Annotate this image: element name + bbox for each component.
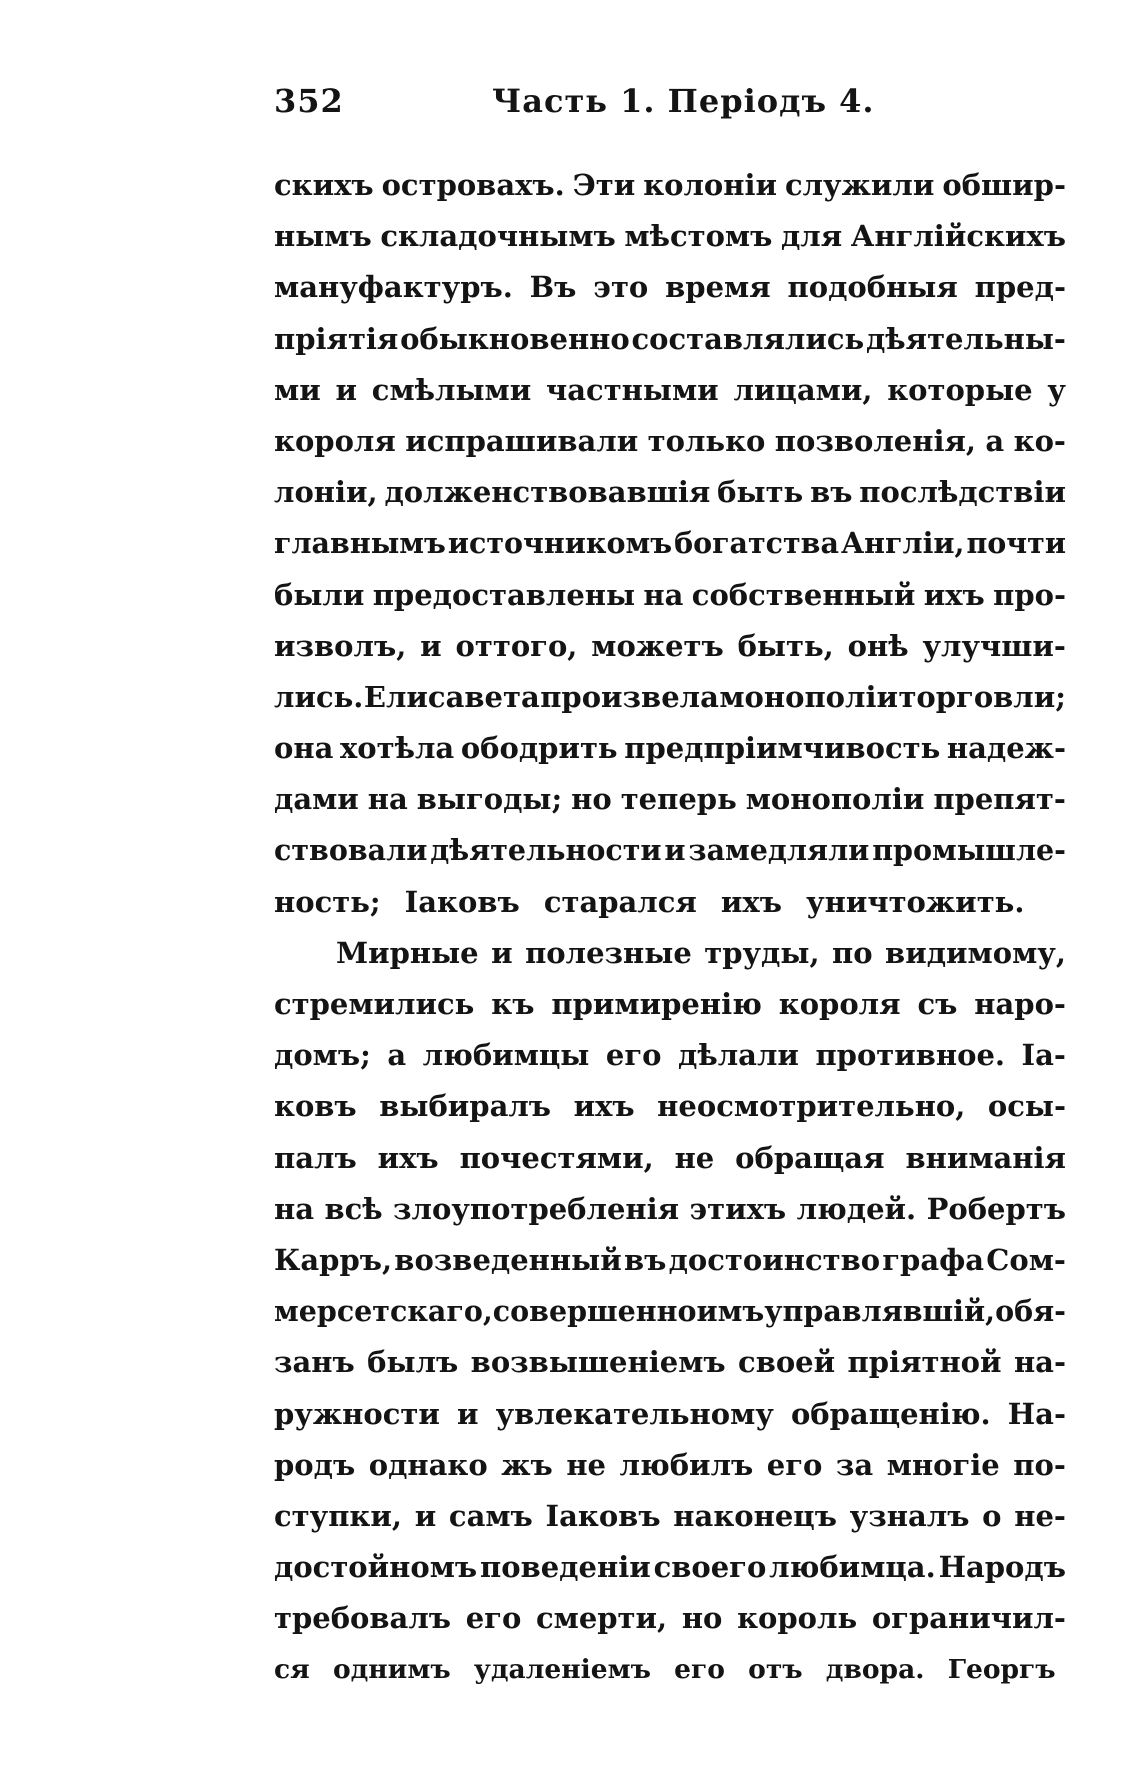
text-line: Мирные и полезные труды, по видимому, [336, 935, 1066, 970]
text-line: были предоставлены на собственный ихъ про- [274, 577, 1066, 612]
text-line: ковъ выбиралъ ихъ неосмотрительно, осы- [274, 1089, 1066, 1124]
text-line: пріятія обыкновенно составлялись дѣятельны- [274, 321, 1066, 356]
text-line: ствовали дѣятельности и замедляли промышле- [274, 833, 1066, 868]
text-line: ступки, и самъ Іаковъ наконецъ узналъ о не- [274, 1498, 1066, 1533]
text-line: дами на выгоды; но теперь монополіи препят- [274, 782, 1066, 817]
text-line: мерсетскаго, совершенно имъ управлявшій, обя- [274, 1294, 1066, 1329]
text-line: ся однимъ удаленіемъ его отъ двора. Георгъ [274, 1654, 1056, 1686]
body-text [274, 160, 1066, 1696]
text-line: домъ; а любимцы его дѣлали противное. Іа- [274, 1038, 1066, 1073]
text-line: палъ ихъ почестями, не обращая вниманія [274, 1140, 1066, 1175]
page-header [274, 82, 1066, 132]
text-line: она хотѣла ободрить предпріимчивость надеж- [274, 731, 1066, 766]
text-line: скихъ островахъ. Эти колоніи служили обшир- [274, 168, 1066, 202]
running-title: Часть 1. Періодъ 4. [492, 82, 875, 120]
text-line: требовалъ его смерти, но король ограничил- [274, 1601, 1066, 1636]
text-line: на всѣ злоупотребленія этихъ людей. Робертъ [274, 1191, 1066, 1226]
text-line: нымъ складочнымъ мѣстомъ для Англійскихъ [274, 219, 1066, 254]
text-line: изволъ, и оттого, можетъ быть, онѣ улучши- [274, 628, 1066, 663]
text-line: короля испрашивали только позволенія, а ко- [274, 423, 1066, 458]
text-line: Карръ, возведенный въ достоинство графа Сом- [274, 1242, 1066, 1277]
text-line: главнымъ источникомъ богатства Англіи, почти [274, 526, 1066, 561]
text-line: ми и смѣлыми частными лицами, которые у [274, 372, 1066, 407]
text-line: стремились къ примиренію короля съ наро- [274, 987, 1066, 1021]
text-line: ружности и увлекательному обращенію. На- [274, 1396, 1066, 1431]
text-line: ность; Іаковъ старался ихъ уничтожить. [274, 884, 1025, 919]
text-line: родъ однако жъ не любилъ его за многіе по- [274, 1447, 1066, 1482]
text-line: занъ былъ возвышеніемъ своей пріятной на- [274, 1345, 1066, 1380]
text-line: достойномъ поведеніи своего любимца. Народъ [274, 1550, 1066, 1585]
text-line: лись. Елисавета произвела монополіи торговли; [274, 679, 1066, 714]
text-line: лоніи, долженствовавшія быть въ послѣдствіи [274, 475, 1066, 510]
text-line: мануфактуръ. Въ это время подобныя пред- [274, 270, 1066, 305]
page-number: 352 [274, 82, 344, 120]
